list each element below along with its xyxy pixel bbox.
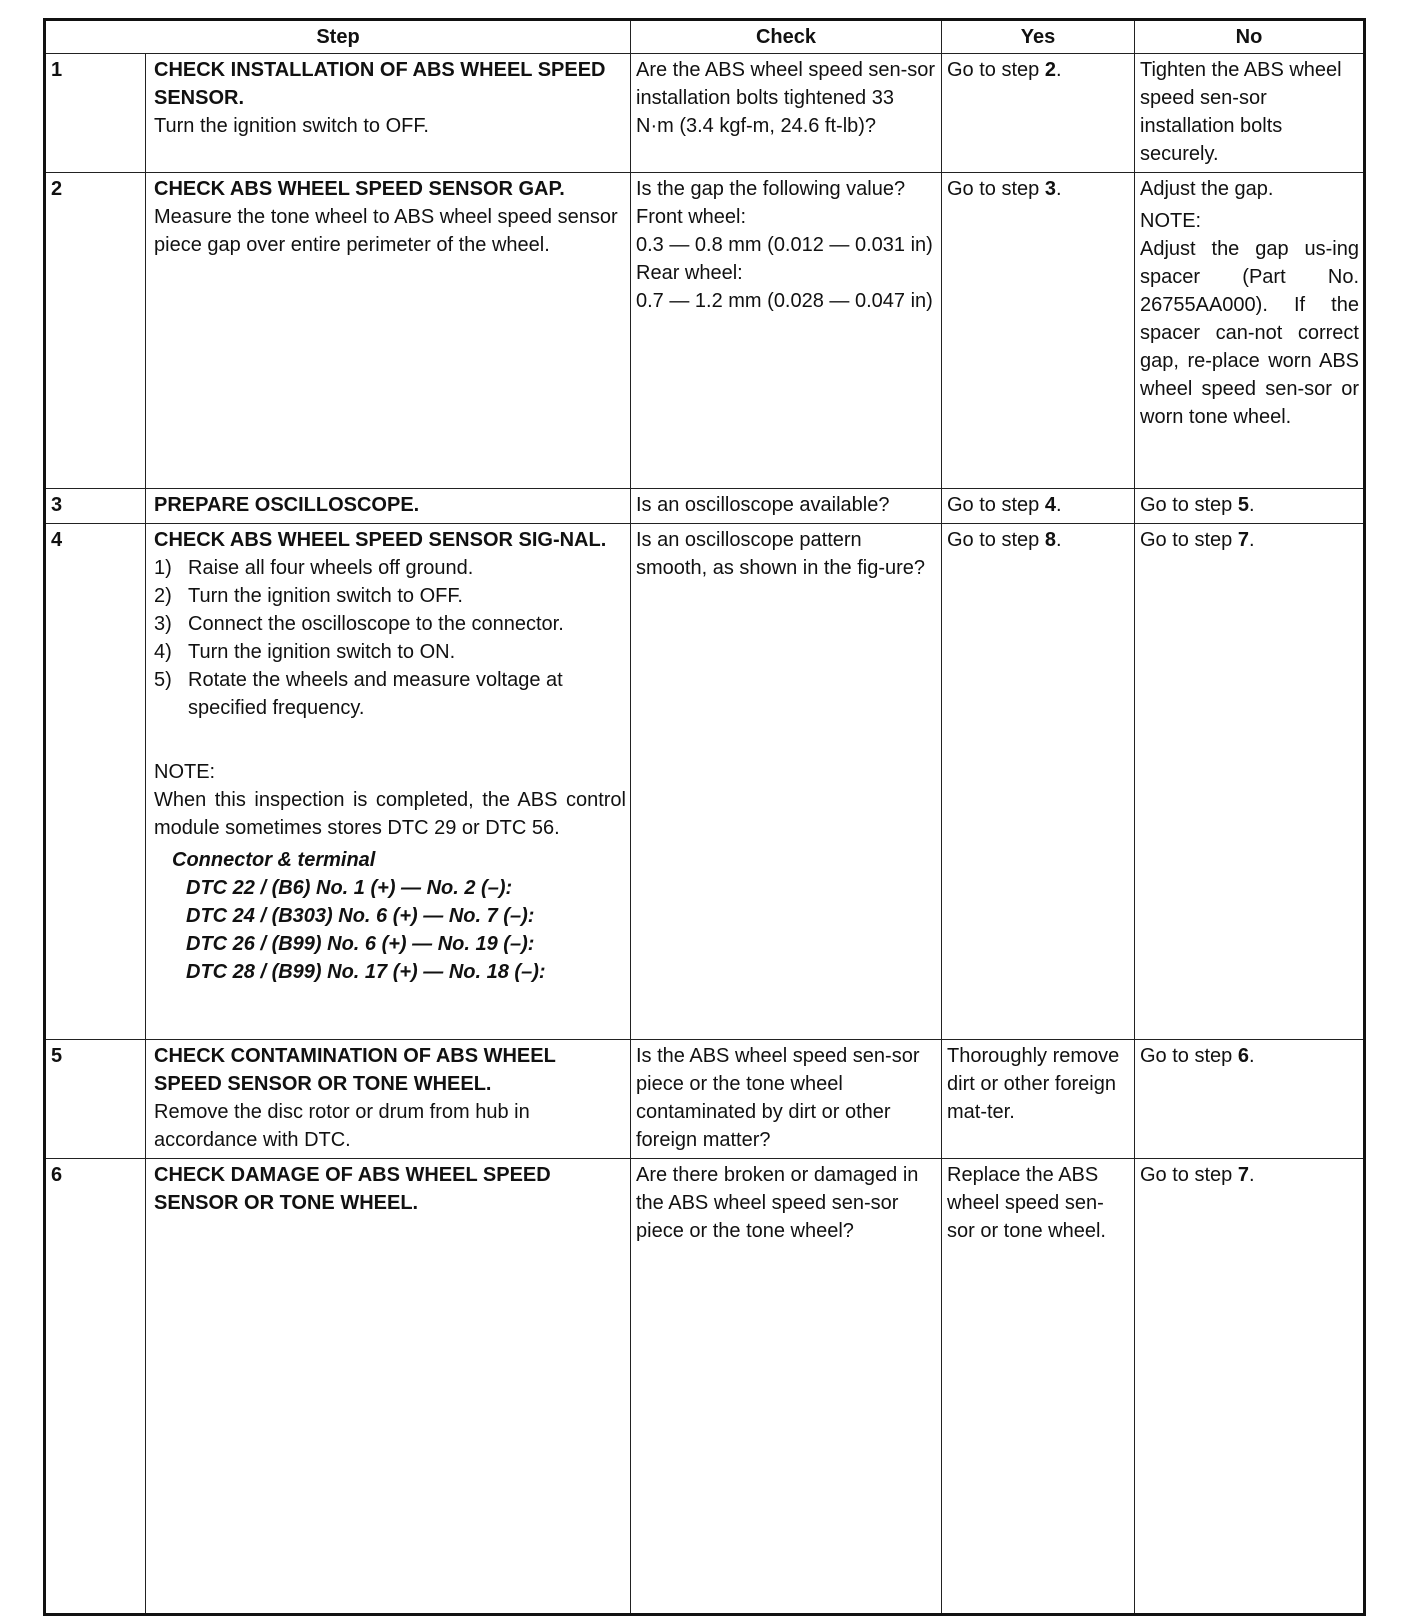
connector-line: DTC 22 / (B6) No. 1 (+) — No. 2 (–):	[186, 877, 513, 899]
check-cell: Is an oscilloscope pattern smooth, as shown in the fig-ure?	[631, 524, 942, 1040]
header-row	[45, 20, 1365, 54]
step-title: CHECK ABS WHEEL SPEED SENSOR GAP.	[154, 178, 565, 200]
yes-step-ref: 3	[1044, 178, 1056, 200]
list-text: Turn the ignition switch to ON.	[188, 641, 456, 663]
list-number: 3)	[154, 613, 172, 635]
list-number: 4)	[154, 641, 172, 663]
header-check: Check	[631, 20, 942, 54]
yes-text: Go to step	[947, 178, 1045, 200]
no-cell	[1135, 173, 1365, 489]
list-text: Connect the oscilloscope to the connector.	[188, 613, 564, 635]
yes-cell: Go to step 2.	[942, 54, 1135, 173]
no-text: Go to step	[1140, 494, 1238, 516]
no-cell: Go to step 6.	[1135, 1040, 1365, 1159]
connector-line: DTC 24 / (B303) No. 6 (+) — No. 7 (–):	[186, 905, 535, 927]
list-item	[154, 554, 626, 582]
step-title: CHECK INSTALLATION OF ABS WHEEL SPEED SENSOR.	[154, 59, 606, 109]
no-cell: Go to step 7.	[1135, 524, 1365, 1040]
no-note-label: NOTE:	[1140, 210, 1202, 232]
check-cell: Is an oscilloscope available?	[631, 489, 942, 524]
step-cell	[146, 54, 631, 173]
step-cell	[146, 1159, 631, 1615]
no-cell: Go to step 7.	[1135, 1159, 1365, 1615]
list-item	[154, 610, 626, 638]
header-step: Step	[45, 20, 631, 54]
table-row	[45, 54, 1365, 173]
list-number: 2)	[154, 585, 172, 607]
yes-text: Go to step	[947, 529, 1045, 551]
step-body: Turn the ignition switch to OFF.	[154, 115, 429, 137]
table-row	[45, 173, 1365, 489]
list-text: Turn the ignition switch to OFF.	[188, 585, 463, 607]
list-number: 1)	[154, 557, 172, 579]
no-text: Go to step	[1140, 1045, 1238, 1067]
no-step-ref: 6	[1237, 1045, 1249, 1067]
check-rear-value: 0.7 — 1.2 mm (0.028 — 0.047 in)	[636, 290, 933, 312]
step-title: CHECK CONTAMINATION OF ABS WHEEL SPEED SENSOR OR TONE WHEEL.	[154, 1045, 556, 1095]
check-rear-label: Rear wheel:	[636, 262, 743, 284]
check-cell: Are there broken or damaged in the ABS wheel speed sen-sor piece or the tone wheel?	[631, 1159, 942, 1615]
diagnostic-table	[43, 18, 1366, 1616]
step-number: 2	[45, 173, 146, 489]
yes-text: Go to step	[947, 494, 1045, 516]
connector-title: Connector & terminal	[172, 849, 376, 871]
check-front-value: 0.3 — 0.8 mm (0.012 — 0.031 in)	[636, 234, 933, 256]
no-text: Adjust the gap.	[1140, 178, 1274, 200]
step-body: Measure the tone wheel to ABS wheel speed sensor piece gap over entire perimeter of the wheel.	[154, 206, 618, 256]
check-cell	[631, 173, 942, 489]
list-text: Raise all four wheels off ground.	[188, 557, 474, 579]
step-cell	[146, 1040, 631, 1159]
no-cell: Go to step 5.	[1135, 489, 1365, 524]
check-question: Is the gap the following value?	[636, 178, 906, 200]
note-text: When this inspection is completed, the ABS control module sometimes stores DTC 29 or DTC 56.	[154, 789, 626, 839]
step-number: 1	[45, 54, 146, 173]
step-number: 4	[45, 524, 146, 1040]
check-cell: Is the ABS wheel speed sen-sor piece or the tone wheel contaminated by dirt or other foreign matter?	[631, 1040, 942, 1159]
step-number: 3	[45, 489, 146, 524]
connector-line: DTC 28 / (B99) No. 17 (+) — No. 18 (–):	[186, 961, 546, 983]
no-cell: Tighten the ABS wheel speed sen-sor installation bolts securely.	[1135, 54, 1365, 173]
list-number: 5)	[154, 669, 172, 691]
list-item	[154, 638, 626, 666]
connector-line: DTC 26 / (B99) No. 6 (+) — No. 19 (–):	[186, 933, 535, 955]
table-row	[45, 524, 1365, 1040]
check-cell: Are the ABS wheel speed sen-sor installation bolts tightened 33 N·m (3.4 kgf-m, 24.6 ft-lb)?	[631, 54, 942, 173]
yes-cell: Thoroughly remove dirt or other foreign mat-ter.	[942, 1040, 1135, 1159]
yes-text: Go to step	[947, 59, 1045, 81]
list-item	[154, 582, 626, 610]
no-step-ref: 7	[1237, 1164, 1249, 1186]
step-number: 5	[45, 1040, 146, 1159]
yes-step-ref: 4	[1044, 494, 1056, 516]
header-yes: Yes	[942, 20, 1135, 54]
yes-cell: Go to step 4.	[942, 489, 1135, 524]
yes-cell: Go to step 3.	[942, 173, 1135, 489]
check-front-label: Front wheel:	[636, 206, 747, 228]
header-no: No	[1135, 20, 1365, 54]
table-row	[45, 489, 1365, 524]
yes-cell: Go to step 8.	[942, 524, 1135, 1040]
step-title: PREPARE OSCILLOSCOPE.	[154, 494, 420, 516]
yes-step-ref: 2	[1044, 59, 1056, 81]
note-label: NOTE:	[154, 761, 216, 783]
table-row	[45, 1040, 1365, 1159]
no-step-ref: 7	[1237, 529, 1249, 551]
list-text: Rotate the wheels and measure voltage at specified frequency.	[188, 669, 563, 719]
step-cell	[146, 524, 631, 1040]
step-body: Remove the disc rotor or drum from hub in accordance with DTC.	[154, 1101, 530, 1151]
no-step-ref: 5	[1237, 494, 1249, 516]
step-title: CHECK ABS WHEEL SPEED SENSOR SIG-NAL.	[154, 529, 607, 551]
no-note-text: Adjust the gap us-ing spacer (Part No. 26755AA000). If the spacer can-not correct gap, re-place worn ABS wheel speed sen-sor or worn tone wheel.	[1140, 238, 1359, 428]
table-row	[45, 1159, 1365, 1615]
no-text: Go to step	[1140, 1164, 1238, 1186]
step-cell	[146, 173, 631, 489]
yes-step-ref: 8	[1044, 529, 1056, 551]
step-number: 6	[45, 1159, 146, 1615]
step-title: CHECK DAMAGE OF ABS WHEEL SPEED SENSOR OR TONE WHEEL.	[154, 1164, 551, 1214]
list-item	[154, 666, 626, 722]
step-cell	[146, 489, 631, 524]
no-text: Go to step	[1140, 529, 1238, 551]
yes-cell: Replace the ABS wheel speed sen-sor or tone wheel.	[942, 1159, 1135, 1615]
